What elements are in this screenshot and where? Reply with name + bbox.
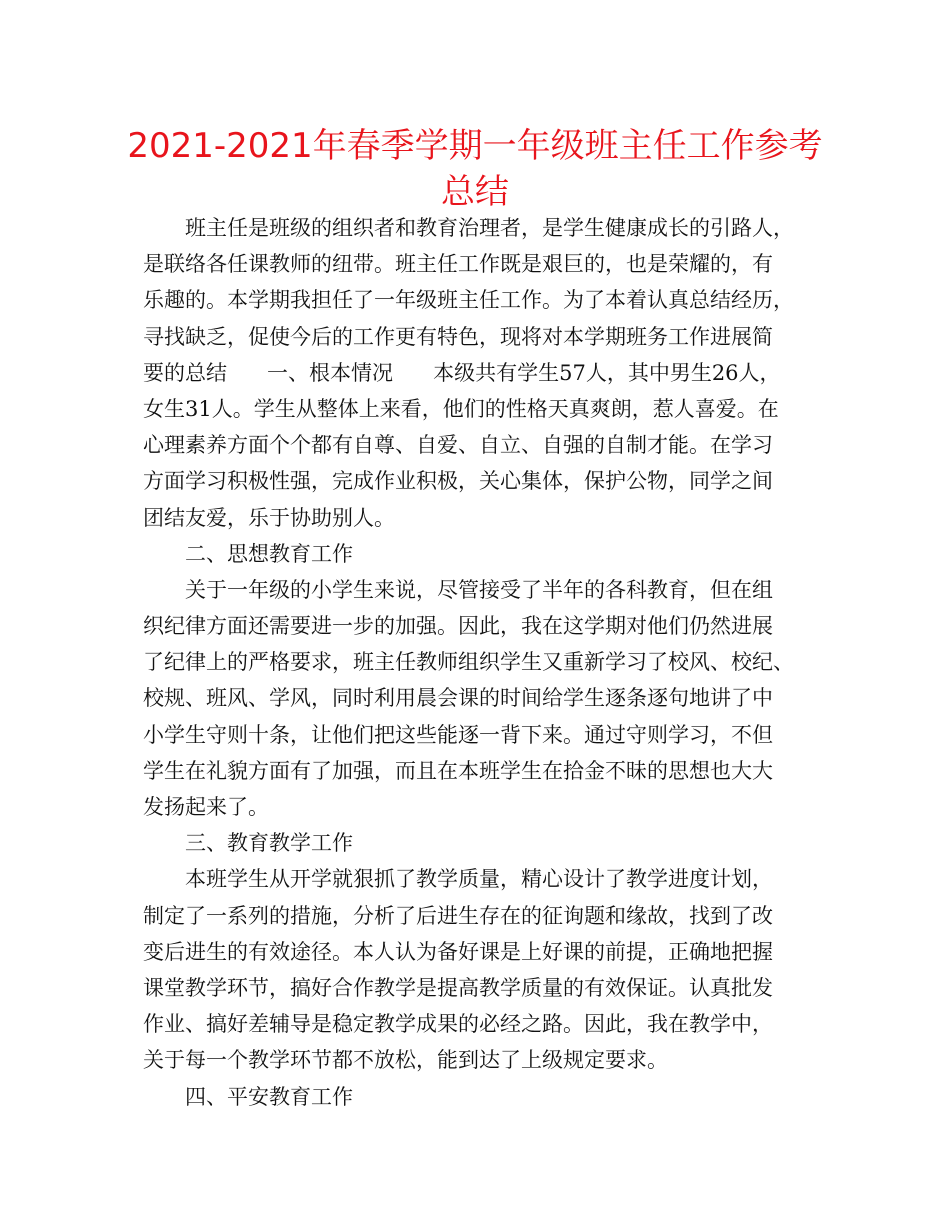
body-text-line: 本班学生从开学就狠抓了教学质量，精心设计了教学进度计划， <box>185 867 773 892</box>
body-text-line: 四、平安教育工作 <box>185 1084 353 1109</box>
body-text-line: 心理素养方面个个都有自尊、自爱、自立、自强的自制才能。在学习 <box>143 433 773 458</box>
body-text-line: 关于一年级的小学生来说，尽管接受了半年的各科教育，但在组 <box>185 577 773 602</box>
body-text-line: 团结友爱，乐于协助别人。 <box>143 505 395 530</box>
body-text-line: 乐趣的。本学期我担任了一年级班主任工作。为了本着认真总结经历， <box>143 288 794 313</box>
document-title-line-2: 总结 <box>441 172 509 212</box>
document-body <box>143 210 823 1115</box>
body-text-line: 了纪律上的严格要求，班主任教师组织学生又重新学习了校风、校纪、 <box>143 650 794 675</box>
body-text-line: 织纪律方面还需要进一步的加强。因此，我在这学期对他们仍然进展 <box>143 614 773 639</box>
body-text-line: 作业、搞好差辅导是稳定教学成果的必经之路。因此，我在教学中， <box>143 1012 773 1037</box>
body-text-line: 发扬起来了。 <box>143 795 269 819</box>
body-text-line: 女生31人。学生从整体上来看，他们的性格天真爽朗，惹人喜爱。在 <box>143 396 779 421</box>
body-text-line: 校规、班风、学风，同时利用晨会课的时间给学生逐条逐句地讲了中 <box>143 686 773 711</box>
body-text-line: 变后进生的有效途径。本人认为备好课是上好课的前提，正确地把握 <box>143 939 773 964</box>
body-text-line: 寻找缺乏，促使今后的工作更有特色，现将对本学期班务工作进展简 <box>143 324 773 349</box>
body-text-line: 要的总结 一、根本情况 本级共有学生57人，其中男生26人， <box>143 360 781 385</box>
body-text-line: 课堂教学环节，搞好合作教学是提高教学质量的有效保证。认真批发 <box>143 975 773 1000</box>
body-text-line: 方面学习积极性强，完成作业积极，关心集体，保护公物，同学之间 <box>143 469 773 494</box>
body-text-line: 学生在礼貌方面有了加强，而且在本班学生在拾金不昧的思想也大大 <box>143 758 773 783</box>
body-text-line: 小学生守则十条，让他们把这些能逐一背下来。通过守则学习，不但 <box>143 722 773 747</box>
body-text-line: 关于每一个教学环节都不放松，能到达了上级规定要求。 <box>143 1048 668 1073</box>
body-text-line: 制定了一系列的措施，分析了后进生存在的征询题和缘故，找到了改 <box>143 903 773 928</box>
body-text-line: 是联络各任课教师的纽带。班主任工作既是艰巨的，也是荣耀的，有 <box>143 252 773 277</box>
body-text-line: 二、思想教育工作 <box>185 541 353 566</box>
body-text-line: 三、教育教学工作 <box>185 831 353 856</box>
document-title-line-1: 2021-2021年春季学期一年级班主任工作参考 <box>127 126 823 166</box>
body-text-line: 班主任是班级的组织者和教育治理者，是学生健康成长的引路人， <box>185 216 794 240</box>
